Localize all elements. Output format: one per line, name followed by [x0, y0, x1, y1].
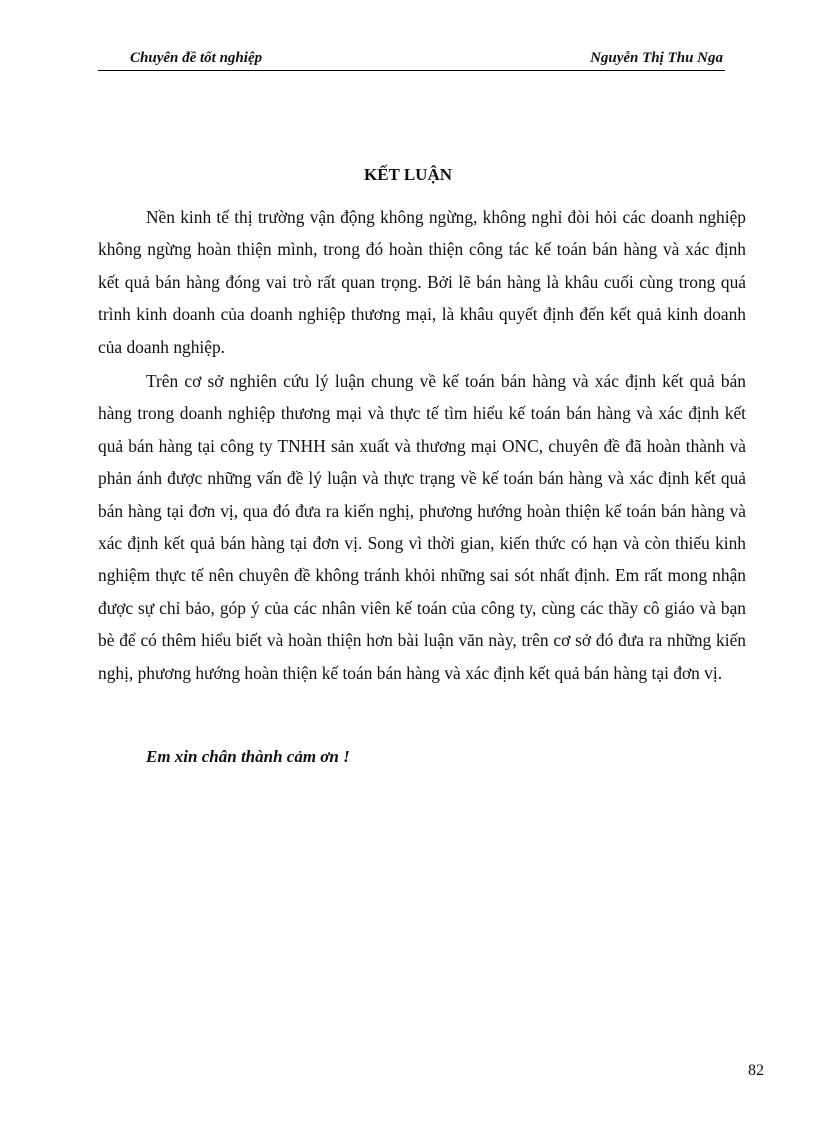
paragraph-2: Trên cơ sở nghiên cứu lý luận chung về kế toán bán hàng và xác định kết quả bán hàng trong doanh nghiệp thương mại và thực tế tìm hiểu kế toán bán hàng và xác định kết quả bán hàng tại công ty TNHH sản xuất và thương mại ONC, chuyên đề đã hoàn thành và phản ánh được những vấn đề lý luận và thực trạng về kế toán bán hàng và xác định kết quả bán hàng tại đơn vị, qua đó đưa ra kiến nghị, phương hướng hoàn thiện kế toán bán hàng và xác định kết quả bán hàng tại đơn vị. Song vì thời gian, kiến thức có hạn và còn thiếu kinh nghiệm thực tế nên chuyên đề không tránh khỏi những sai sót nhất định. Em rất mong nhận được sự chỉ bảo, góp ý của các nhân viên kế toán của công ty, cùng các thầy cô giáo và bạn bè để có thêm hiểu biết và hoàn thiện hơn bài luận văn này, trên cơ sở đó đưa ra những kiến nghị, phương hướng hoàn thiện kế toán bán hàng và xác định kết quả bán hàng tại đơn vị.	[98, 371, 746, 683]
closing-thanks: Em xin chân thành cảm ơn !	[146, 747, 350, 766]
header-document-type: Chuyên đề tốt nghiệp	[130, 50, 263, 66]
page-header	[98, 48, 725, 71]
page-number: 82	[748, 1062, 764, 1079]
page-title: KẾT LUẬN	[363, 165, 452, 184]
body-text	[98, 201, 746, 689]
paragraph-1: Nền kinh tế thị trường vận động không ngừng, không nghỉ đòi hỏi các doanh nghiệp không ngừng hoàn thiện mình, trong đó hoàn thiện công tác kế toán bán hàng và xác định kết quả bán hàng đóng vai trò rất quan trọng. Bởi lẽ bán hàng là khâu cuối cùng trong quá trình kinh doanh của doanh nghiệp thương mại, là khâu quyết định đến kết quả kinh doanh của doanh nghiệp.	[98, 207, 746, 357]
header-author: Nguyễn Thị Thu Nga	[590, 50, 723, 66]
